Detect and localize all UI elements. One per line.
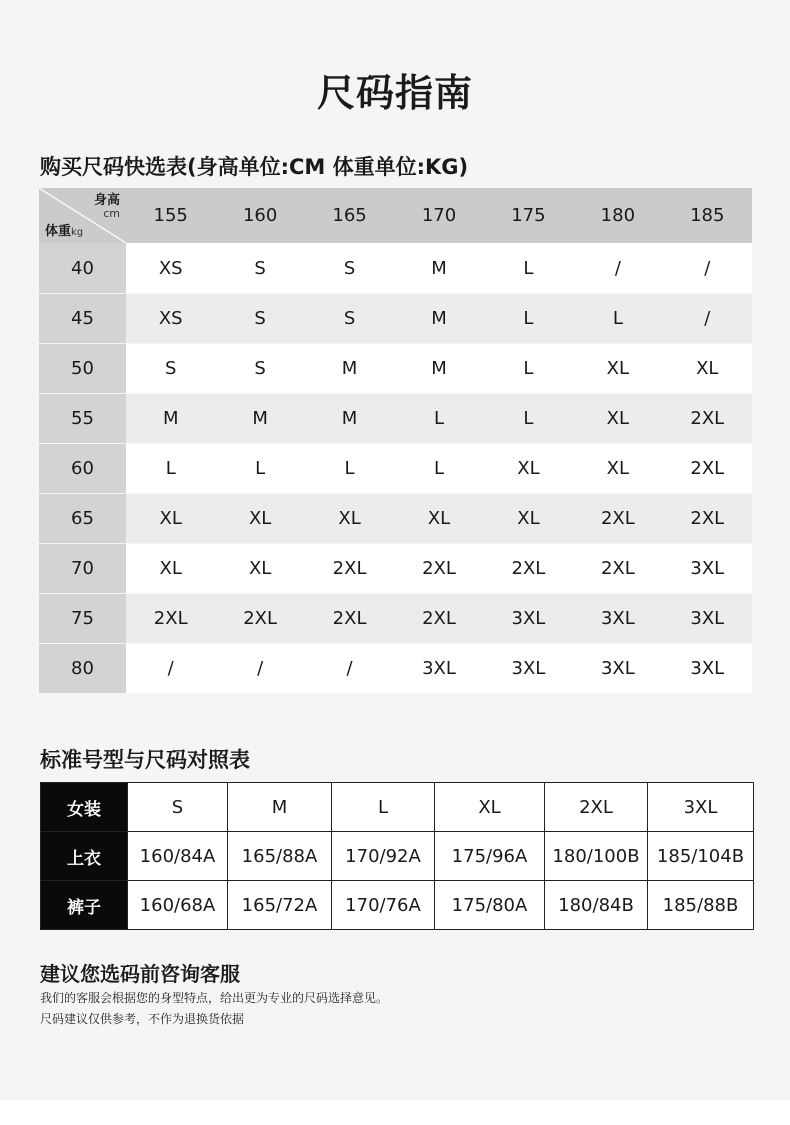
row-label: 裤子 — [41, 881, 128, 930]
size-cell: L — [484, 343, 573, 393]
size-cell: XS — [126, 243, 215, 293]
size-cell: L — [394, 443, 483, 493]
advice-note-2: 尺码建议仅供参考，不作为退换货依据 — [40, 1012, 245, 1026]
standard-size-cell: 3XL — [648, 783, 754, 832]
size-cell: / — [305, 643, 394, 693]
size-cell: S — [305, 243, 394, 293]
height-axis-unit: cm — [103, 207, 120, 220]
size-cell: / — [663, 243, 752, 293]
height-header: 180 — [573, 188, 662, 243]
standard-size-cell: 185/88B — [648, 881, 754, 930]
height-header: 165 — [305, 188, 394, 243]
bottom-strip — [0, 1100, 790, 1125]
table-row — [41, 783, 754, 832]
standard-size-cell: 165/88A — [228, 832, 332, 881]
size-cell: L — [394, 393, 483, 443]
standard-size-cell: 170/76A — [332, 881, 435, 930]
weight-header: 80 — [39, 643, 126, 693]
table-row — [41, 832, 754, 881]
size-cell: M — [215, 393, 304, 443]
quick-table-title: 购买尺码快选表(身高单位:CM 体重单位:KG) — [40, 155, 469, 179]
weight-header: 65 — [39, 493, 126, 543]
size-cell: M — [126, 393, 215, 443]
height-axis-label: 身高 — [93, 193, 120, 208]
size-cell: XL — [573, 443, 662, 493]
size-cell: M — [394, 243, 483, 293]
size-cell: 3XL — [484, 593, 573, 643]
weight-header: 55 — [39, 393, 126, 443]
weight-header: 45 — [39, 293, 126, 343]
weight-axis-label: 体重 — [45, 224, 72, 239]
standard-size-cell: 185/104B — [648, 832, 754, 881]
height-header: 155 — [126, 188, 215, 243]
size-cell: 2XL — [484, 543, 573, 593]
size-cell: L — [215, 443, 304, 493]
height-header: 185 — [663, 188, 752, 243]
size-cell: L — [484, 393, 573, 443]
size-cell: S — [215, 343, 304, 393]
height-header: 160 — [215, 188, 304, 243]
size-cell: XL — [305, 493, 394, 543]
size-cell: XL — [215, 493, 304, 543]
size-cell: 2XL — [305, 593, 394, 643]
weight-header: 40 — [39, 243, 126, 293]
standard-size-cell: 180/100B — [545, 832, 648, 881]
page-title: 尺码指南 — [316, 71, 473, 115]
size-cell: 2XL — [305, 543, 394, 593]
standard-size-cell: 2XL — [545, 783, 648, 832]
size-cell: XL — [484, 443, 573, 493]
advice-title: 建议您选码前咨询客服 — [40, 962, 240, 986]
standard-table-title: 标准号型与尺码对照表 — [40, 748, 250, 772]
weight-axis-unit: kg — [71, 227, 84, 238]
size-cell: XL — [394, 493, 483, 543]
standard-size-cell: L — [332, 783, 435, 832]
standard-size-cell: M — [228, 783, 332, 832]
size-cell: S — [215, 243, 304, 293]
weight-header: 70 — [39, 543, 126, 593]
size-cell: XL — [126, 493, 215, 543]
size-cell: L — [305, 443, 394, 493]
size-cell: 2XL — [663, 443, 752, 493]
size-cell: / — [215, 643, 304, 693]
size-cell: / — [663, 293, 752, 343]
size-cell: XL — [573, 393, 662, 443]
size-cell: 3XL — [573, 643, 662, 693]
table-corner-header — [39, 188, 126, 243]
row-label: 女装 — [41, 783, 128, 832]
size-cell: L — [573, 293, 662, 343]
height-header: 175 — [484, 188, 573, 243]
size-cell: M — [394, 343, 483, 393]
size-cell: 3XL — [484, 643, 573, 693]
standard-size-cell: 160/84A — [128, 832, 228, 881]
size-cell: / — [573, 243, 662, 293]
size-cell: 3XL — [394, 643, 483, 693]
standard-size-cell: 175/96A — [435, 832, 545, 881]
size-cell: L — [126, 443, 215, 493]
size-cell: 2XL — [126, 593, 215, 643]
size-cell: XL — [215, 543, 304, 593]
standard-size-cell: S — [128, 783, 228, 832]
size-cell: L — [484, 243, 573, 293]
row-label: 上衣 — [41, 832, 128, 881]
size-cell: 3XL — [663, 543, 752, 593]
size-cell: 2XL — [394, 593, 483, 643]
standard-size-table — [40, 782, 754, 930]
size-cell: 2XL — [215, 593, 304, 643]
standard-size-cell: 165/72A — [228, 881, 332, 930]
size-cell: XL — [484, 493, 573, 543]
size-cell: S — [215, 293, 304, 343]
standard-size-cell: 180/84B — [545, 881, 648, 930]
table-row — [41, 881, 754, 930]
advice-note-1: 我们的客服会根据您的身型特点，给出更为专业的尺码选择意见。 — [40, 991, 389, 1005]
size-cell: 2XL — [394, 543, 483, 593]
weight-header: 50 — [39, 343, 126, 393]
size-cell: 3XL — [663, 593, 752, 643]
size-cell: XS — [126, 293, 215, 343]
size-cell: 2XL — [573, 493, 662, 543]
size-cell: XL — [663, 343, 752, 393]
standard-size-cell: 170/92A — [332, 832, 435, 881]
size-cell: XL — [573, 343, 662, 393]
size-cell: 3XL — [663, 643, 752, 693]
size-cell: M — [305, 343, 394, 393]
weight-header: 60 — [39, 443, 126, 493]
size-cell: M — [394, 293, 483, 343]
standard-size-cell: XL — [435, 783, 545, 832]
size-quick-select-table — [39, 188, 752, 693]
size-cell: 2XL — [663, 493, 752, 543]
size-cell: 3XL — [573, 593, 662, 643]
weight-header: 75 — [39, 593, 126, 643]
size-cell: 2XL — [663, 393, 752, 443]
size-cell: S — [305, 293, 394, 343]
size-cell: L — [484, 293, 573, 343]
size-cell: 2XL — [573, 543, 662, 593]
size-cell: / — [126, 643, 215, 693]
size-cell: M — [305, 393, 394, 443]
size-cell: S — [126, 343, 215, 393]
size-cell: XL — [126, 543, 215, 593]
standard-size-cell: 175/80A — [435, 881, 545, 930]
standard-size-cell: 160/68A — [128, 881, 228, 930]
height-header: 170 — [394, 188, 483, 243]
